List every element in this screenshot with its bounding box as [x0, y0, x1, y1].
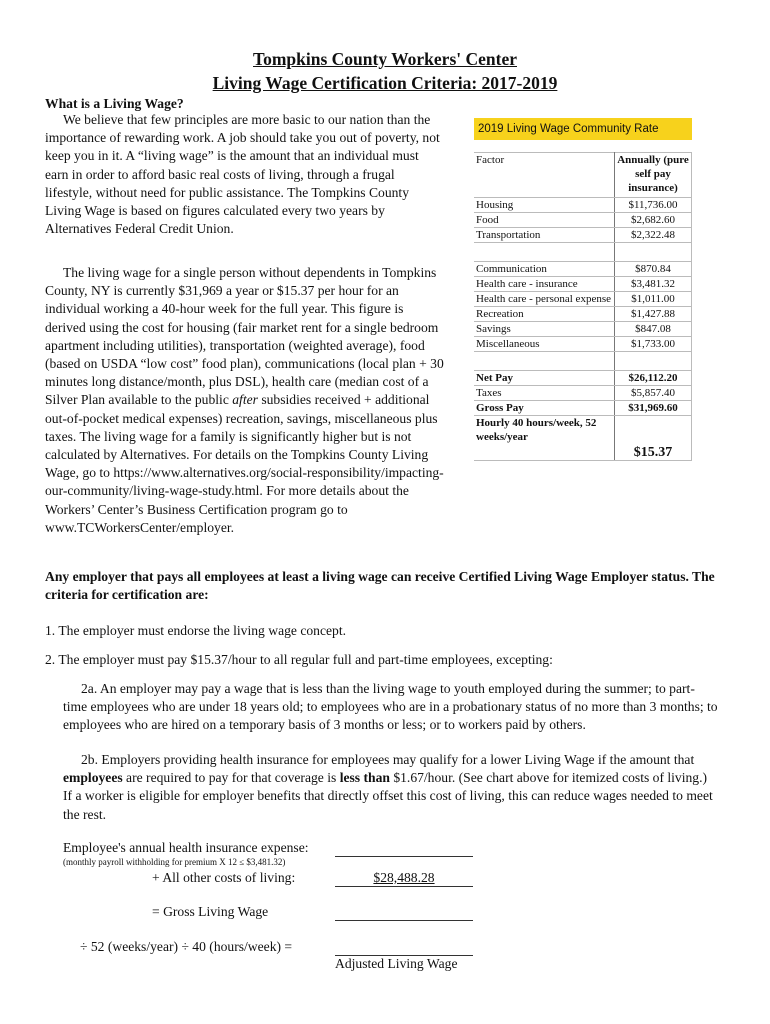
value-cell: $3,481.32	[615, 277, 692, 292]
gross-living-wage-field[interactable]	[335, 920, 473, 921]
taxes-row	[474, 386, 692, 401]
table-row	[474, 262, 692, 277]
adjusted-living-wage-label: Adjusted Living Wage	[335, 956, 458, 971]
criterion-text: 2b. Employers providing health insurance for employees may qualify for a lower Living Wage if the amount that	[81, 752, 695, 767]
paragraph-text: subsidies received + additional out-of-pocket medical expenses) recreation, savings, miscellaneous plus taxes. The living wage for a family is significantly higher but is not calculated by Alternatives. For details on the Tompkins County Living Wage, go to https://www.alternatives.org/social-responsibility/impacting-our-community/living-wage-study.html. For more details about the Workers’ Center’s Business Certification program go to www.TCWorkersCenter/employer.	[45, 392, 444, 535]
hourly-row	[474, 416, 692, 461]
value-cell: $2,322.48	[615, 228, 692, 243]
criterion-1: 1. The employer must endorse the living wage concept.	[45, 623, 346, 638]
net-pay-row	[474, 371, 692, 386]
table-header: 2019 Living Wage Community Rate	[474, 118, 692, 140]
emphasis-text: less than	[339, 770, 390, 786]
net-pay-value: $26,112.20	[615, 371, 692, 386]
value-cell: $870.84	[615, 262, 692, 277]
hourly-label: Hourly 40 hours/week, 52 weeks/year	[474, 416, 615, 461]
taxes-value: $5,857.40	[615, 386, 692, 401]
table-row	[474, 307, 692, 322]
page-title: Tompkins County Workers' Center	[253, 49, 517, 69]
gross-pay-row	[474, 401, 692, 416]
hourly-divide-label: ÷ 52 (weeks/year) ÷ 40 (hours/week) =	[80, 939, 293, 954]
factor-cell: Transportation	[474, 228, 615, 243]
factor-cell: Health care - insurance	[474, 277, 615, 292]
table-row	[474, 198, 692, 213]
gross-pay-label: Gross Pay	[474, 401, 615, 416]
factor-cell: Health care - personal expense	[474, 292, 615, 307]
value-cell: $11,736.00	[615, 198, 692, 213]
paragraph-text: The living wage for a single person without dependents in Tompkins County, NY is currently $31,969 a year or $15.37 per hour for an individual working a 40-hour week for the full year. This figure is derived using the cost for housing (fair market rent for a single bedroom apartment including utilities), transportation (weighted average), food (based on USDA “low cost” food plan), communications (local plan + 30 minutes long distance/month, plus DSL), health care (median cost of a Silver Plan available to the public	[45, 265, 444, 408]
criterion-2a: 2a. An employer may pay a wage that is less than the living wage to youth employed during the summer; to part-time employees who are under 18 years old; to employees who are in a probationary status of no more than 3 months; to employees who are hired on a temporary basis of 3 months or less; or to workers paid by others.	[63, 681, 718, 733]
living-wage-paragraph	[45, 264, 447, 537]
hourly-value: $15.37	[615, 416, 692, 461]
factor-column-header: Factor	[474, 153, 615, 198]
factor-cell: Miscellaneous	[474, 337, 615, 352]
other-costs-value: $28,488.28	[335, 870, 473, 887]
table-row	[474, 337, 692, 352]
table-row	[474, 228, 692, 243]
taxes-label: Taxes	[474, 386, 615, 401]
criterion-text: are required to pay for that coverage is	[122, 770, 340, 786]
factor-cell: Food	[474, 213, 615, 228]
value-cell: $847.08	[615, 322, 692, 337]
value-cell: $2,682.60	[615, 213, 692, 228]
table-row	[474, 322, 692, 337]
intro-paragraph: We believe that few principles are more basic to our nation than the importance of rewarding work. A job should take you out of poverty, not keep you in it. A “living wage” is the amount that an individual must earn in order to afford basic real costs of living, through a frugal lifestyle, without need for public assistance. The Tompkins County Living Wage is based on figures calculated every two years by Alternatives Federal Credit Union.	[45, 112, 440, 237]
emphasis-text: employees	[63, 770, 123, 786]
criterion-2: 2. The employer must pay $15.37/hour to all regular full and part-time employees, excepting:	[45, 652, 553, 667]
rate-grid	[474, 152, 692, 461]
page-subtitle: Living Wage Certification Criteria: 2017-2019	[212, 73, 558, 93]
factor-cell: Communication	[474, 262, 615, 277]
emphasis-text: after	[232, 392, 258, 408]
spacer-row	[474, 352, 692, 371]
spacer-row	[474, 243, 692, 262]
table-row	[474, 213, 692, 228]
criterion-text: $1.67/hour. (See chart above for itemized costs of living.) If a worker is eligible for employer benefits that directly offset this cost of living, this can reduce wages needed to meet the rest.	[63, 770, 713, 822]
other-costs-label: + All other costs of living:	[152, 870, 296, 885]
value-cell: $1,733.00	[615, 337, 692, 352]
criteria-intro: Any employer that pays all employees at least a living wage can receive Certified Living Wage Employer status. The criteria for certification are:	[45, 569, 715, 602]
net-pay-label: Net Pay	[474, 371, 615, 386]
factor-cell: Savings	[474, 322, 615, 337]
table-row	[474, 292, 692, 307]
annual-column-header: Annually (pure self pay insurance)	[615, 153, 692, 198]
value-cell: $1,427.88	[615, 307, 692, 322]
criterion-2b	[63, 751, 718, 824]
factor-cell: Recreation	[474, 307, 615, 322]
table-row	[474, 277, 692, 292]
factor-cell: Housing	[474, 198, 615, 213]
gross-pay-value: $31,969.60	[615, 401, 692, 416]
gross-living-wage-label: = Gross Living Wage	[152, 904, 269, 919]
value-cell: $1,011.00	[615, 292, 692, 307]
table-header-row	[474, 153, 692, 198]
section-heading: What is a Living Wage?	[45, 96, 184, 111]
health-expense-field[interactable]	[335, 856, 473, 857]
health-expense-label: Employee's annual health insurance expense:	[63, 840, 309, 855]
health-expense-note: (monthly payroll withholding for premium X 12 ≤ $3,481.32)	[63, 857, 286, 867]
